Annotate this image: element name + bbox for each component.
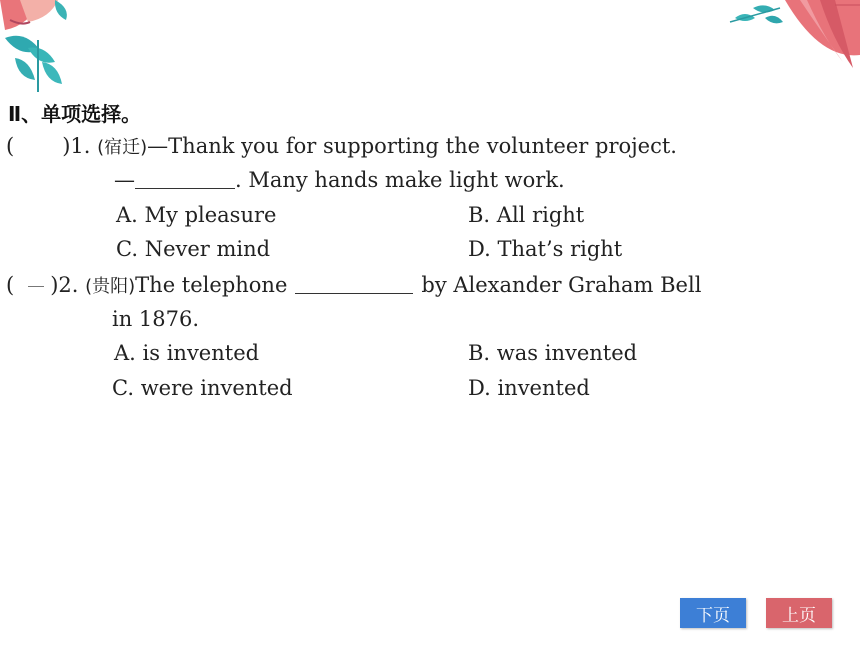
option-text: Never mind — [144, 237, 271, 261]
question-number: )2. — [50, 273, 79, 297]
option-label: B. — [468, 341, 491, 365]
option-label: B. — [468, 203, 491, 227]
option-d — [468, 376, 590, 400]
option-text: All right — [496, 203, 585, 227]
answer-blank — [295, 275, 413, 294]
question-number: )1. — [62, 134, 91, 158]
option-d — [468, 237, 622, 261]
answer-blank — [135, 170, 235, 189]
option-text: That’s right — [497, 237, 623, 261]
reply-dash: — — [114, 168, 135, 192]
question-source: (宿迁) — [97, 137, 148, 158]
option-label: D. — [468, 237, 491, 261]
option-label: D. — [468, 376, 491, 400]
option-label: C. — [116, 237, 138, 261]
option-a — [114, 341, 259, 365]
reply-text: . Many hands make light work. — [235, 168, 565, 192]
question-1-reply-line — [114, 168, 565, 192]
leaf-decoration-icon — [0, 0, 80, 95]
question-2-line-2 — [112, 307, 199, 331]
option-label: A. — [116, 203, 138, 227]
option-text: is invented — [142, 341, 260, 365]
question-stem-end: in 1876. — [112, 307, 200, 331]
question-stem: —Thank you for supporting the volunteer project. — [147, 134, 677, 158]
question-stem-cont: by Alexander Graham Bell — [421, 273, 702, 297]
question-2-line — [6, 272, 701, 298]
question-1-line — [6, 133, 677, 159]
option-label: A. — [114, 341, 136, 365]
section-title: Ⅱ、单项选择。 — [8, 102, 142, 126]
option-c — [112, 376, 293, 400]
option-text: My pleasure — [144, 203, 277, 227]
option-text: invented — [497, 376, 590, 400]
option-b — [468, 203, 584, 227]
leaf-decoration-icon — [725, 0, 860, 70]
option-text: were invented — [140, 376, 293, 400]
answer-paren-open: ( — [6, 134, 15, 158]
option-label: C. — [112, 376, 134, 400]
option-a — [116, 203, 276, 227]
option-text: was invented — [496, 341, 638, 365]
next-page-button[interactable]: 下页 — [680, 598, 746, 628]
option-c — [116, 237, 270, 261]
question-stem: The telephone — [135, 273, 288, 297]
option-b — [468, 341, 637, 365]
answer-paren-open: ( — [6, 273, 15, 297]
previous-page-button[interactable]: 上页 — [766, 598, 832, 628]
question-source: (贵阳) — [85, 276, 136, 297]
